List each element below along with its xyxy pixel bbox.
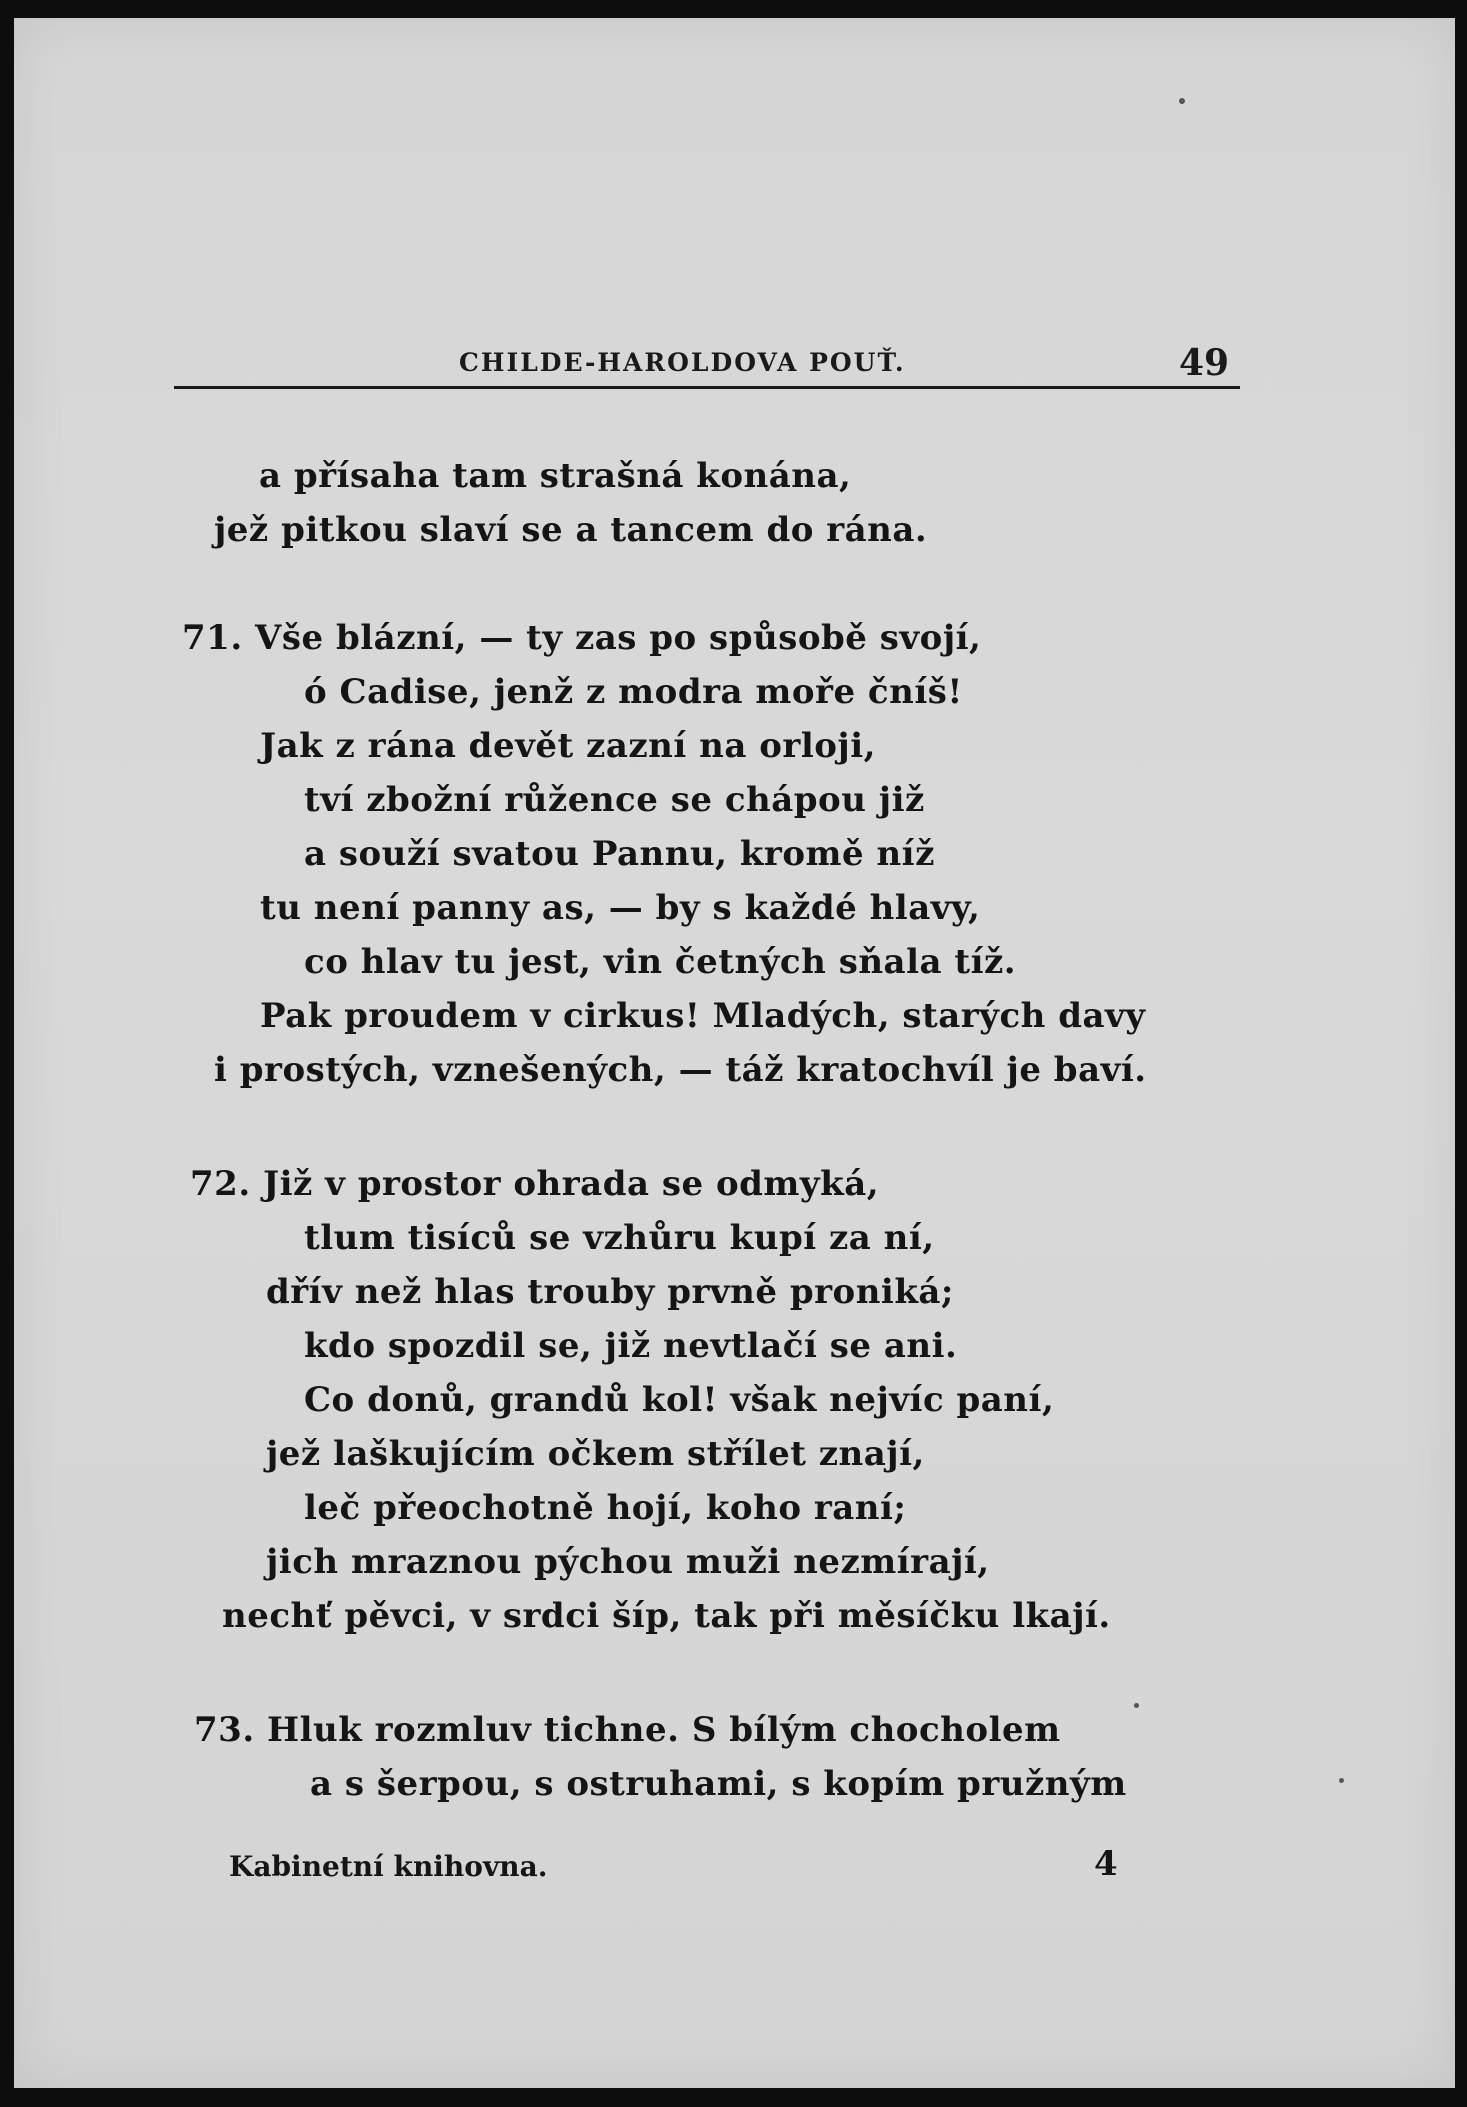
verse-line: jež laškujícím očkem střílet znají, xyxy=(266,1434,925,1474)
verse-line: leč přeochotně hojí, koho raní; xyxy=(304,1488,907,1528)
header-rule xyxy=(174,386,1240,389)
verse-line: a přísaha tam strašná konána, xyxy=(259,456,852,496)
verse-line: jich mraznou pýchou muži nezmírají, xyxy=(266,1542,990,1582)
verse-line: jež pitkou slaví se a tancem do rána. xyxy=(214,510,928,550)
book-page xyxy=(14,18,1455,2088)
verse-line: i prostých, vznešených, — táž kratochvíl je baví. xyxy=(214,1050,1147,1090)
verse-line: 72. Již v prostor ohrada se odmyká, xyxy=(190,1164,880,1204)
verse-line: 71. Vše blázní, — ty zas po spůsobě svojí, xyxy=(182,618,982,658)
paper-speck xyxy=(1179,98,1185,104)
verse-line: nechť pěvci, v srdci šíp, tak při měsíčku lkají. xyxy=(222,1596,1111,1636)
verse-line: tví zbožní růžence se chápou již xyxy=(304,780,925,820)
verse-line: tlum tisíců se vzhůru kupí za ní, xyxy=(304,1218,935,1258)
page-header xyxy=(14,342,1455,388)
verse-line: Pak proudem v cirkus! Mladých, starých davy xyxy=(260,996,1146,1036)
verse-line: Jak z rána devět zazní na orloji, xyxy=(260,726,876,766)
verse-line: co hlav tu jest, vin četných sňala tíž. xyxy=(304,942,1017,982)
verse-line: a s šerpou, s ostruhami, s kopím pružným xyxy=(310,1764,1127,1804)
verse-line: Co donů, grandů kol! však nejvíc paní, xyxy=(304,1380,1055,1420)
running-title: CHILDE-HAROLDOVA POUŤ. xyxy=(459,348,906,377)
verse-line: kdo spozdil se, již nevtlačí se ani. xyxy=(304,1326,958,1366)
paper-speck xyxy=(1134,1703,1139,1708)
verse-line: dřív než hlas trouby prvně proniká; xyxy=(266,1272,954,1312)
footer-sheet-number: 4 xyxy=(1094,1844,1118,1884)
page-number: 49 xyxy=(1179,342,1230,384)
verse-line: a souží svatou Pannu, kromě níž xyxy=(304,834,935,874)
verse-line: 73. Hluk rozmluv tichne. S bílým chocholem xyxy=(194,1710,1061,1750)
paper-speck xyxy=(1339,1778,1344,1783)
verse-line: ó Cadise, jenž z modra moře čníš! xyxy=(304,672,963,712)
verse-line: tu není panny as, — by s každé hlavy, xyxy=(260,888,981,928)
footer-signature: Kabinetní knihovna. xyxy=(229,1850,548,1883)
